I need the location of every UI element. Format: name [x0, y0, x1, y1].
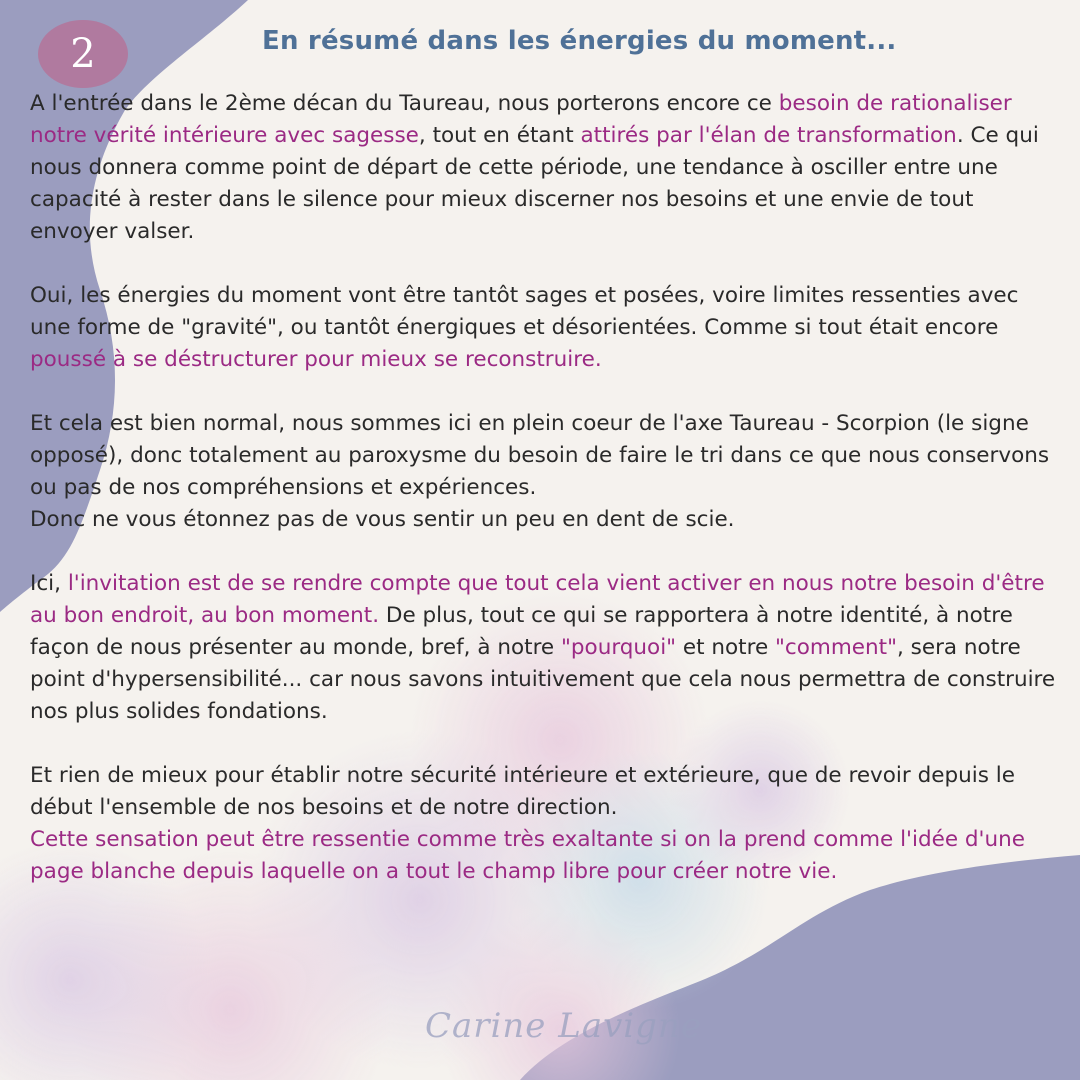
body-text-segment: , tout en étant: [418, 123, 581, 148]
highlighted-text: besoin de rationaliser notre vérité intérieure avec sagesse: [30, 91, 1012, 148]
body-text-segment: Donc ne vous étonnez pas de vous sentir un peu en dent de scie.: [30, 507, 735, 532]
paragraph-2: [30, 280, 1060, 376]
body-text-segment: Oui, les énergies du moment vont être tantôt sages et posées, voire limites ressenties avec une forme de "gravité", ou tantôt énergiques et désorientées. Comme si tout était encore: [30, 283, 1019, 340]
highlighted-text: "pourquoi": [561, 635, 677, 660]
body-text-segment: , sera notre point d'hypersensibilité... car nous savons intuitivement que cela nous permettra de construire nos plus solides fondations.: [30, 635, 1056, 724]
paragraph-3: [30, 408, 1060, 536]
body-text-segment: Et cela est bien normal, nous sommes ici en plein coeur de l'axe Taureau - Scorpion (le signe opposé), donc totalement au paroxysme du besoin de faire le tri dans ce que nous conservons ou pas de nos compréhensions et expériences.: [30, 411, 1050, 500]
author-signature: Carine Lavigne: [425, 1006, 702, 1046]
paragraph-5: [30, 760, 1060, 888]
highlighted-text: Cette sensation peut être ressentie comme très exaltante si on la prend comme l'idée d'une page blanche depuis laquelle on a tout le champ libre pour créer notre vie.: [30, 827, 1025, 884]
step-number-badge: [38, 20, 128, 88]
highlighted-text: attirés par l'élan de transformation: [580, 123, 957, 148]
highlighted-text: l'invitation est de se rendre compte que tout cela vient activer en nous notre besoin d'être au bon endroit, au bon moment.: [30, 571, 1045, 628]
body-text: [30, 88, 1060, 888]
highlighted-text: "comment": [775, 635, 897, 660]
body-text-segment: Ici,: [30, 571, 68, 596]
step-number: 2: [70, 31, 96, 77]
page-title: En résumé dans les énergies du moment...: [262, 26, 897, 56]
body-text-segment: et notre: [676, 635, 776, 660]
body-text-segment: Et rien de mieux pour établir notre sécurité intérieure et extérieure, que de revoir depuis le début l'ensemble de nos besoins et de notre direction.: [30, 763, 1015, 820]
paragraph-4: [30, 568, 1060, 728]
body-text-segment: . Ce qui nous donnera comme point de départ de cette période, une tendance à osciller entre une capacité à rester dans le silence pour mieux discerner nos besoins et une envie de tout envoyer valser.: [30, 123, 1039, 244]
highlighted-text: poussé à se déstructurer pour mieux se reconstruire.: [30, 347, 602, 372]
paragraph-1: [30, 88, 1060, 248]
body-text-segment: De plus, tout ce qui se rapportera à notre identité, à notre façon de nous présenter au monde, bref, à notre: [30, 603, 1013, 660]
body-text-segment: A l'entrée dans le 2ème décan du Taureau, nous porterons encore ce: [30, 91, 779, 116]
